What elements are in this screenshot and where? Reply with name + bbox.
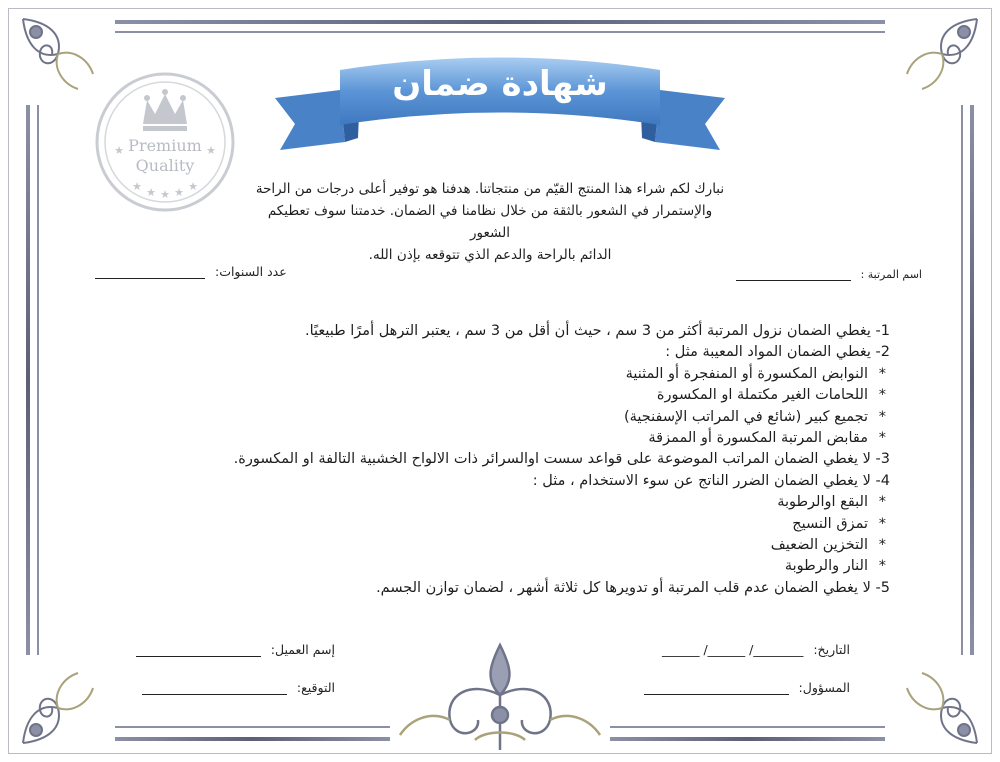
signature-line[interactable] (142, 694, 287, 695)
term-text: تجميع كبير (شائع في المراتب الإسفنجية) (623, 408, 868, 425)
right-border-line (970, 105, 974, 655)
bottom-border-thin-right (610, 726, 885, 728)
term-item (210, 578, 890, 599)
corner-ornament-bottom-left (18, 668, 98, 748)
term-text: يغطي الضمان المواد المعيبة مثل : (665, 344, 871, 361)
date-label: التاريخ: (813, 642, 850, 657)
certificate-title: شهادة ضمان (392, 64, 608, 104)
term-subitem (210, 428, 890, 449)
term-bullet: * (878, 515, 886, 532)
left-border-thin-line (37, 105, 39, 655)
svg-text:★: ★ (206, 144, 216, 157)
term-text: التخزين الضعيف (770, 537, 868, 554)
term-text: البقع اوالرطوبة (777, 494, 868, 511)
term-marker: 2- (870, 344, 890, 361)
left-border-line (26, 105, 30, 655)
officer-label: المسؤول: (798, 680, 850, 695)
term-bullet: * (878, 365, 886, 382)
warranty-terms (210, 321, 890, 599)
officer-line[interactable] (644, 694, 789, 695)
bottom-border-thin-left (115, 726, 390, 728)
term-subitem (210, 556, 890, 577)
term-text: لا يغطي الضمان الضرر الناتج عن سوء الاستخدام ، مثل : (532, 472, 871, 489)
date-blank[interactable]: ________/ ______/ ______ (661, 642, 804, 657)
corner-ornament-bottom-right (902, 668, 982, 748)
top-border-thin-line (115, 31, 885, 33)
term-item (210, 449, 890, 470)
svg-text:★: ★ (188, 180, 198, 193)
term-text: النار والرطوبة (784, 558, 868, 575)
term-item (210, 342, 890, 363)
mattress-name-label: اسم المرتبة : (860, 268, 922, 281)
term-text: النوابض المكسورة أو المنفجرة أو المثنية (625, 365, 868, 382)
term-bullet: * (878, 408, 886, 425)
term-text: اللحامات الغير مكتملة او المكسورة (656, 387, 868, 404)
customer-name-line[interactable] (136, 656, 261, 657)
term-text: يغطي الضمان نزول المرتبة أكثر من 3 سم ، حيث أن أقل من 3 سم ، يعتبر الترهل أمرًا طبيعيًا. (304, 323, 871, 339)
mattress-name-line[interactable] (736, 280, 851, 281)
term-text: تمزق النسيج (792, 515, 868, 532)
term-marker: 4- (870, 472, 890, 489)
term-subitem (210, 492, 890, 513)
term-bullet: * (878, 537, 886, 554)
officer-field (644, 680, 850, 695)
years-label: عدد السنوات: (214, 264, 287, 279)
mattress-name-field (736, 266, 922, 281)
customer-name-label: إسم العميل: (270, 642, 335, 657)
term-marker: 3- (870, 451, 890, 468)
premium-quality-seal (95, 72, 235, 212)
bottom-center-ornament (390, 640, 610, 755)
signature-field (142, 680, 335, 695)
intro-line: الدائم بالراحة والدعم الذي تتوقعه بإذن الله. (368, 247, 612, 263)
svg-text:★: ★ (114, 144, 124, 157)
svg-text:★: ★ (132, 180, 142, 193)
svg-text:★: ★ (174, 186, 184, 199)
years-line[interactable] (95, 278, 205, 279)
intro-paragraph (255, 178, 725, 266)
term-subitem (210, 407, 890, 428)
intro-line: والإستمرار في الشعور بالثقة من خلال نظامنا في الضمان. خدمتنا سوف تعطيكم الشعور (267, 203, 713, 241)
date-field (662, 642, 850, 657)
bottom-border-line-left (115, 737, 390, 741)
term-subitem (210, 535, 890, 556)
term-marker: 1- (870, 323, 890, 339)
term-text: لا يغطي الضمان المراتب الموضوعة على قواعد سست اوالسرائر ذات الالواح الخشبية التالفة او المكسورة. (233, 451, 871, 468)
bottom-border-line-right (610, 737, 885, 741)
corner-ornament-top-right (902, 14, 982, 94)
term-bullet: * (878, 494, 886, 511)
seal-text-quality: Quality (135, 156, 195, 175)
term-subitem (210, 385, 890, 406)
term-subitem (210, 364, 890, 385)
svg-text:★: ★ (146, 186, 156, 199)
term-text: مقابض المرتبة المكسورة أو الممزقة (648, 430, 868, 447)
term-bullet: * (878, 558, 886, 575)
years-field (95, 264, 287, 279)
top-border-line (115, 20, 885, 24)
intro-line: نبارك لكم شراء هذا المنتج القيّم من منتجاتنا. هدفنا هو توفير أعلى درجات من الراحة (255, 181, 725, 197)
signature-label: التوقيع: (296, 680, 335, 695)
term-subitem (210, 514, 890, 535)
term-item (210, 471, 890, 492)
term-bullet: * (878, 387, 886, 404)
corner-ornament-top-left (18, 14, 98, 94)
right-border-thin-line (961, 105, 963, 655)
term-text: لا يغطي الضمان عدم قلب المرتبة أو تدويرها كل ثلاثة أشهر ، لضمان توازن الجسم. (376, 579, 871, 596)
term-item (210, 321, 890, 342)
term-bullet: * (878, 430, 886, 447)
term-marker: 5- (870, 579, 890, 596)
svg-text:★: ★ (160, 188, 170, 201)
seal-text-premium: Premium (128, 136, 202, 155)
customer-name-field (136, 642, 335, 657)
